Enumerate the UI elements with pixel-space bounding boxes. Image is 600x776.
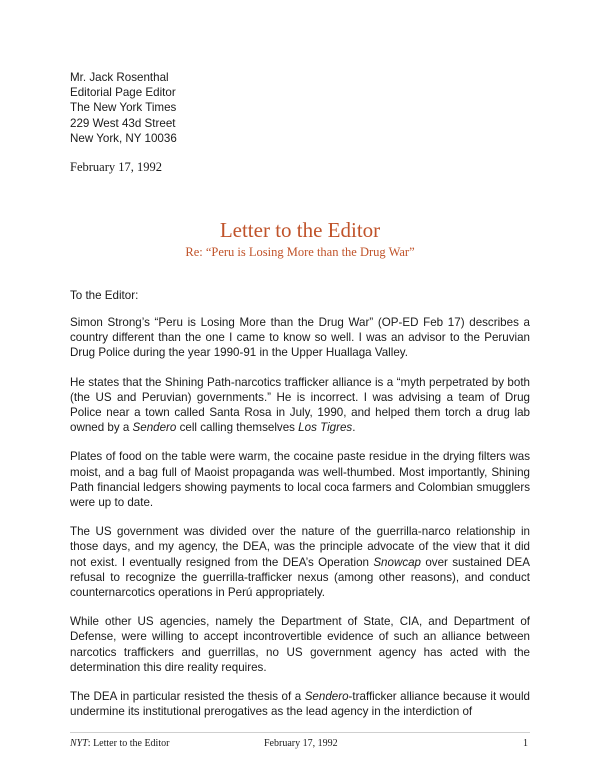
italic-text: Sendero [304, 690, 349, 704]
italic-text: Snowcap [373, 555, 422, 569]
italic-text: Sendero [132, 421, 177, 435]
paragraph-text: The DEA in particular resisted the thesis of a [70, 690, 305, 704]
paragraph-text: Simon Strong’s “Peru is Losing More than the Drug War” (OP-ED Feb 17) describes a country different than the one I came to know so well. I was an advisor to the Peruvian Drug Police during the year 1990-91 in the Upper Huallaga Valley. [70, 316, 530, 360]
body-paragraph [70, 689, 530, 719]
paragraph-text: He states that the Shining Path-narcotics trafficker alliance is a “myth perpetrated by both (the US and Peruvian) governments.” He is incorrect. I was advising a team of Drug Police near a town called Santa Rosa in July, 1990, and helped them torch a drug lab owned by a [70, 375, 530, 435]
paragraph-text: While other US agencies, namely the Department of State, CIA, and Department of Defense, were willing to accept incontrovertible evidence of such an alliance between narcotics traffickers and guerrillas, no US government agency has acted with the determination this dire reality requires. [70, 615, 530, 674]
footer-title-text: : Letter to the Editor [87, 738, 170, 749]
address-line: New York, NY 10036 [70, 131, 177, 145]
address-line: 229 West 43d Street [70, 116, 176, 130]
letter-body [70, 315, 530, 733]
page-title: Letter to the Editor [219, 218, 381, 242]
paragraph-text: Plates of food on the table were warm, the cocaine paste residue in the drying filters was moist, and a bag full of Maoist propaganda was well-thumbed. Most importantly, Shining Path financial ledgers showing payments to local coca farmers and Colombian smugglers were up to date. [70, 450, 530, 510]
paragraph-text: -trafficker alliance because it would undermine its institutional prerogatives as the lead agency in the interdiction of [70, 690, 530, 719]
body-paragraph [70, 375, 530, 436]
body-paragraph [70, 614, 530, 675]
paragraph-text: . [352, 421, 356, 435]
footer-publication: NYT [70, 738, 88, 749]
footer-rule [70, 732, 530, 733]
paragraph-text: The US government was divided over the nature of the guerrilla-narco relationship in those days, and my agency, the DEA, was the principle advocate of the view that it did not exist. I eventually resigned from the DEA’s Operation [70, 525, 530, 569]
page-subtitle: Re: “Peru is Losing More than the Drug War” [185, 245, 415, 259]
salutation: To the Editor: [70, 289, 139, 302]
paragraph-text: over sustained DEA refusal to recognize the guerrilla-trafficker nexus (among other reasons), and conduct counternarcotics operations in Perú appropriately. [70, 555, 530, 600]
address-line: Editorial Page Editor [70, 86, 176, 100]
letter-date: February 17, 1992 [70, 160, 162, 174]
page-number: 1 [523, 738, 528, 749]
body-paragraph [70, 315, 530, 361]
address-line: Mr. Jack Rosenthal [70, 71, 169, 84]
body-paragraph [70, 524, 530, 600]
footer-title [70, 738, 169, 749]
address-line: The New York Times [70, 101, 177, 115]
paragraph-text: cell calling themselves [176, 421, 299, 435]
recipient-address [70, 70, 177, 146]
footer-date: February 17, 1992 [264, 738, 338, 749]
italic-text: Los Tigres [298, 421, 353, 435]
body-paragraph [70, 449, 530, 510]
